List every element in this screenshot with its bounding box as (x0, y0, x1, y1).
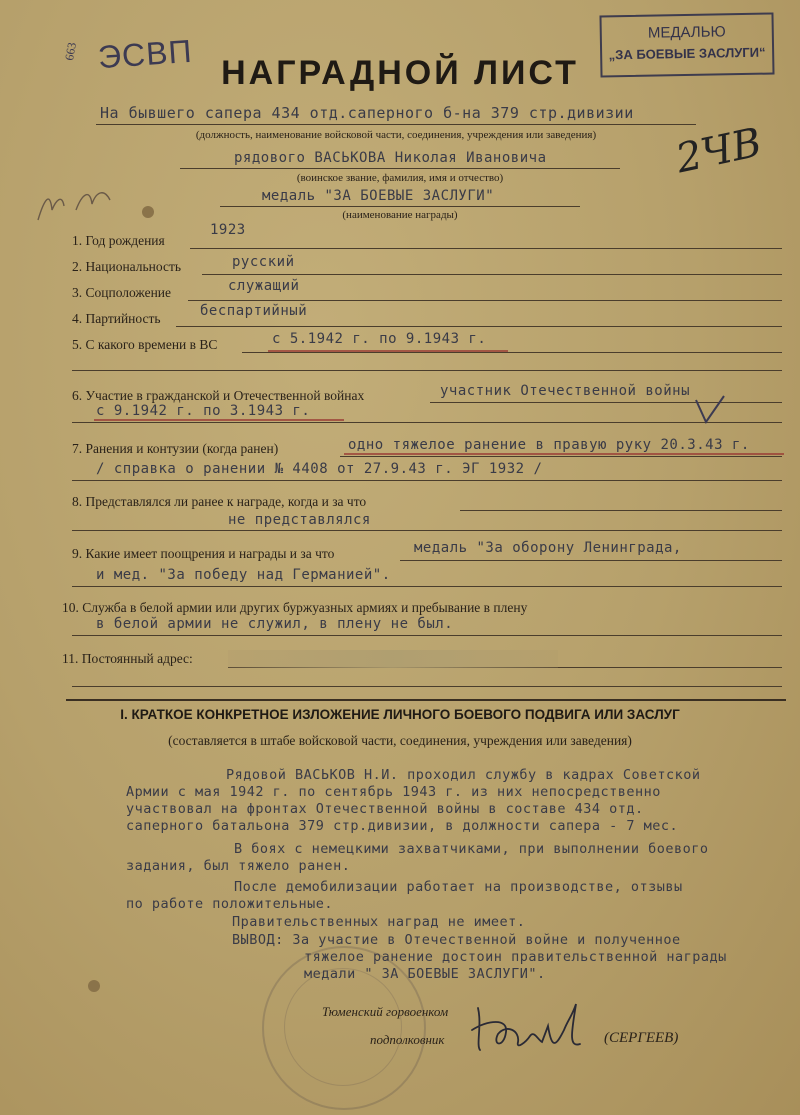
document-title: НАГРАДНОЙ ЛИСТ (221, 54, 579, 92)
field-address-label: 11. Постоянный адрес: (62, 651, 193, 666)
section-subtitle: (составляется в штабе войсковой части, соединения, учреждения или заведения) (168, 733, 632, 748)
stamp-line-1: МЕДАЛЬЮ (647, 23, 726, 42)
field-war-value-2: с 9.1942 г. по 3.1943 г. (96, 403, 311, 419)
desc-line-7: После демобилизации работает на производстве, отзывы (234, 879, 683, 895)
field-service-label: 5. С какого времени в ВС (72, 337, 218, 352)
field-party-label: 4. Партийность (72, 311, 161, 326)
field-white-army-label: 10. Служба в белой армии или других буржуазных армиях и пребывание в плену (62, 600, 528, 615)
handwritten-number: 2ЧВ (672, 119, 766, 183)
pencil-tick-mark (690, 392, 730, 432)
field-party-value: беспартийный (200, 303, 308, 319)
field-war-label: 6. Участие в гражданской и Отечественной войнах (72, 388, 365, 403)
signature-rank: подполковник (370, 1032, 445, 1047)
field-wounds-value-2: / справка о ранении № 4408 от 27.9.43 г. ЭГ 1932 / (96, 461, 543, 477)
name-caption: (воинское звание, фамилия, имя и отчество) (296, 172, 504, 184)
stamp-line-2: „ЗА БОЕВЫЕ ЗАСЛУГИ“ (608, 44, 766, 63)
desc-line-11: тяжелое ранение достоин правительственной награды (304, 949, 727, 965)
field-nationality-value: русский (232, 254, 295, 270)
field-social-value: служащий (228, 278, 300, 294)
field-nationality-label: 2. Национальность (72, 259, 182, 274)
desc-line-12: медали " ЗА БОЕВЫЕ ЗАСЛУГИ". (304, 966, 546, 982)
corner-mark: 663 (62, 41, 79, 62)
address-redaction (228, 650, 558, 668)
handwritten-signature (468, 990, 598, 1060)
signature-name: (СЕРГЕЕВ) (604, 1030, 679, 1046)
desc-line-8: по работе положительные. (126, 896, 334, 912)
field-wounds-value: одно тяжелое ранение в правую руку 20.3.43 г. (348, 437, 750, 453)
desc-line-1: Рядовой ВАСЬКОВ Н.И. проходил службу в кадрах Советской (226, 767, 701, 783)
award-caption: (наименование награды) (342, 209, 458, 221)
paper-hole-1 (142, 206, 154, 218)
field-service-value: с 5.1942 г. по 9.1943 г. (272, 331, 487, 347)
field-honors-value-2: и мед. "За победу над Германией". (96, 567, 391, 583)
section-title: I. КРАТКОЕ КОНКРЕТНОЕ ИЗЛОЖЕНИЕ ЛИЧНОГО БОЕВОГО ПОДВИГА ИЛИ ЗАСЛУГ (120, 707, 680, 722)
field-prior-award-value: не представлялся (228, 512, 371, 528)
pencil-margin-mark (30, 170, 120, 240)
desc-line-9: Правительственных наград не имеет. (232, 914, 526, 930)
desc-line-2: Армии с мая 1942 г. по сентябрь 1943 г. из них непосредственно (126, 784, 661, 800)
field-honors-value: медаль "За оборону Ленинграда, (414, 540, 682, 556)
desc-line-6: задания, был тяжело ранен. (126, 858, 351, 874)
field-birth-year-value: 1923 (210, 222, 246, 238)
field-honors-label: 9. Какие имеет поощрения и награды и за что (72, 546, 335, 561)
position-caption: (должность, наименование войсковой части, соединения, учреждения или заведения) (195, 129, 597, 141)
field-white-army-value: в белой армии не служил, в плену не был. (96, 616, 454, 632)
signature-org: Тюменский горвоенком (322, 1004, 449, 1019)
desc-line-10: ВЫВОД: За участие в Отечественной войне и полученное (232, 932, 681, 948)
field-prior-award-label: 8. Представлялся ли ранее к награде, когда и за что (72, 494, 367, 509)
field-social-label: 3. Соцположение (72, 285, 172, 300)
round-seal (262, 946, 426, 1110)
desc-line-4: саперного батальона 379 стр.дивизии, в должности сапера - 7 мес. (126, 818, 679, 834)
paper-hole-2 (88, 980, 100, 992)
field-war-value: участник Отечественной войны (440, 383, 691, 399)
code-mark: ЭСВП (96, 32, 194, 76)
desc-line-5: В боях с немецкими захватчиками, при выполнении боевого (234, 841, 709, 857)
desc-line-3: участвовал на фронтах Отечественной войны в составе 434 отд. (126, 801, 644, 817)
position-value: На бывшего сапера 434 отд.саперного б-на 379 стр.дивизии (100, 104, 634, 122)
award-value: медаль "ЗА БОЕВЫЕ ЗАСЛУГИ" (262, 188, 495, 204)
field-wounds-label: 7. Ранения и контузии (когда ранен) (72, 441, 279, 456)
soldier-name-value: рядового ВАСЬКОВА Николая Ивановича (234, 150, 547, 166)
field-birth-year-label: 1. Год рождения (72, 233, 165, 248)
